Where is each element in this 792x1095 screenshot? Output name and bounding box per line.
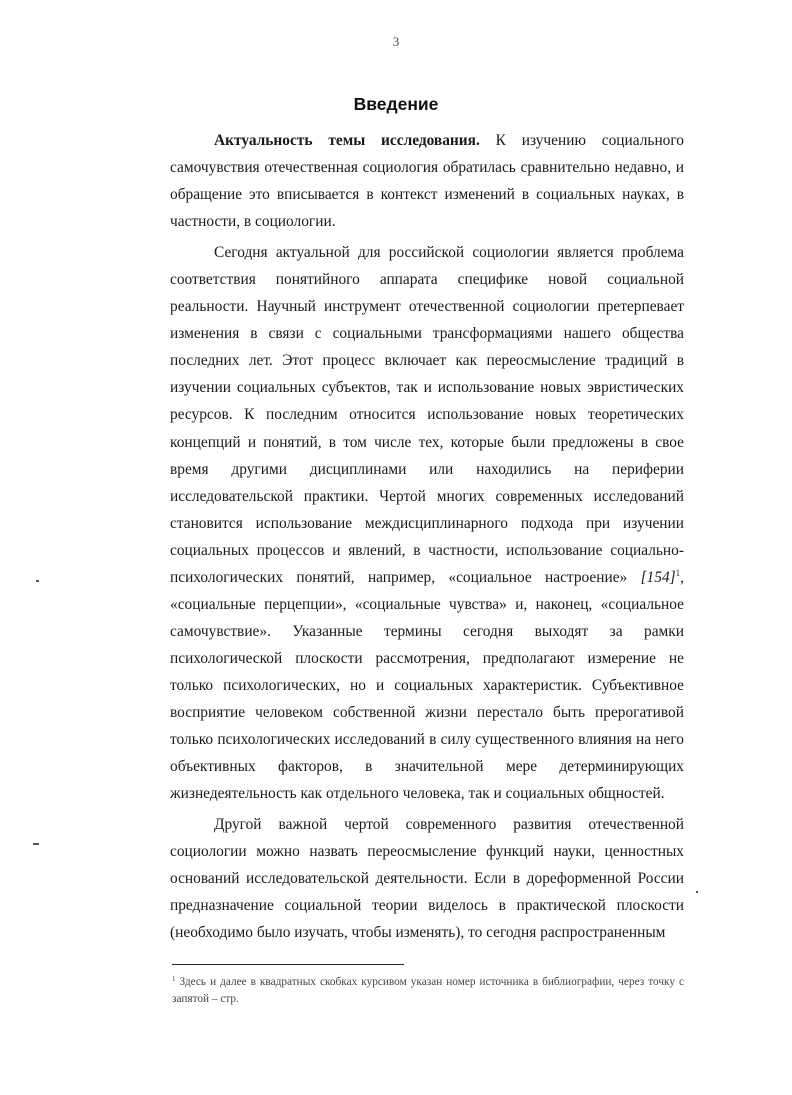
footnote-divider bbox=[172, 964, 404, 965]
paragraph-concepts bbox=[170, 239, 684, 807]
body-text bbox=[170, 127, 684, 946]
footnote-number: 1 bbox=[172, 975, 176, 983]
footnote-text: Здесь и далее в квадратных скобках курсивом указан номер источника в библиографии, через точку с запятой – стр. bbox=[172, 976, 684, 1005]
paragraph-text: К изучению социального самочувствия отечественная социология обратилась сравнительно недавно, и обращение это вписывается в контекст изменений в социальных науках, в частности, в социологии. bbox=[170, 132, 685, 231]
scan-artifact bbox=[696, 891, 698, 893]
citation-reference: [154] bbox=[640, 568, 676, 586]
section-heading: Введение bbox=[353, 94, 439, 114]
footnote bbox=[172, 974, 684, 1008]
page-number: 3 bbox=[392, 34, 400, 49]
paragraph-relevance bbox=[170, 127, 684, 235]
paragraph-text: Другой важной чертой современного развития отечественной социологии можно назвать переосмысление функций науки, ценностных оснований исследовательской деятельности. Если в дореформенной России предназначение социальной теории виделось в практической плоскости (необходимо было изучать, чтобы изменять), то сегодня распространенным bbox=[170, 816, 684, 942]
paragraph-text: Сегодня актуальной для российской социологии является проблема соответствия понятийного аппарата специфике новой социальной реальности. Научный инструмент отечественной социологии претерпевает изменения в связи с социальными трансформациями нашего общества последних лет. Этот процесс включает как переосмысление традиций в изучении социальных субъектов, так и использование новых эвристических ресурсов. К последним относится использование новых теоретических концепций и понятий, в том числе тех, которые были предложены в свое время другими дисциплинами или находились на периферии исследовательской практики. Чертой многих современных исследований становится использование междисциплинарного подхода при изучении социальных процессов и явлений, в частности, использование социально-психологических понятий, например, «социальное настроение» bbox=[170, 244, 684, 586]
footnote-marker: 1 bbox=[675, 567, 681, 578]
paragraph-text: , «социальные перцепции», «социальные чувства» и, наконец, «социальное самочувствие». Указанные термины сегодня выходят за рамки психологической плоскости рассмотрения, предполагают измерение не только психологических, но и социальных характеристик. Субъективное восприятие человеком собственной жизни перестало быть прерогативой только психологических исследований в силу существенного влияния на него объективных факторов, в значительной мере детерминирующих жизнедеятельность как отдельного человека, так и социальных общностей. bbox=[170, 568, 684, 803]
scan-artifact bbox=[36, 580, 39, 582]
paragraph-functions bbox=[170, 811, 684, 946]
paragraph-lead: Актуальность темы исследования. bbox=[214, 132, 480, 149]
scan-artifact bbox=[33, 843, 39, 845]
